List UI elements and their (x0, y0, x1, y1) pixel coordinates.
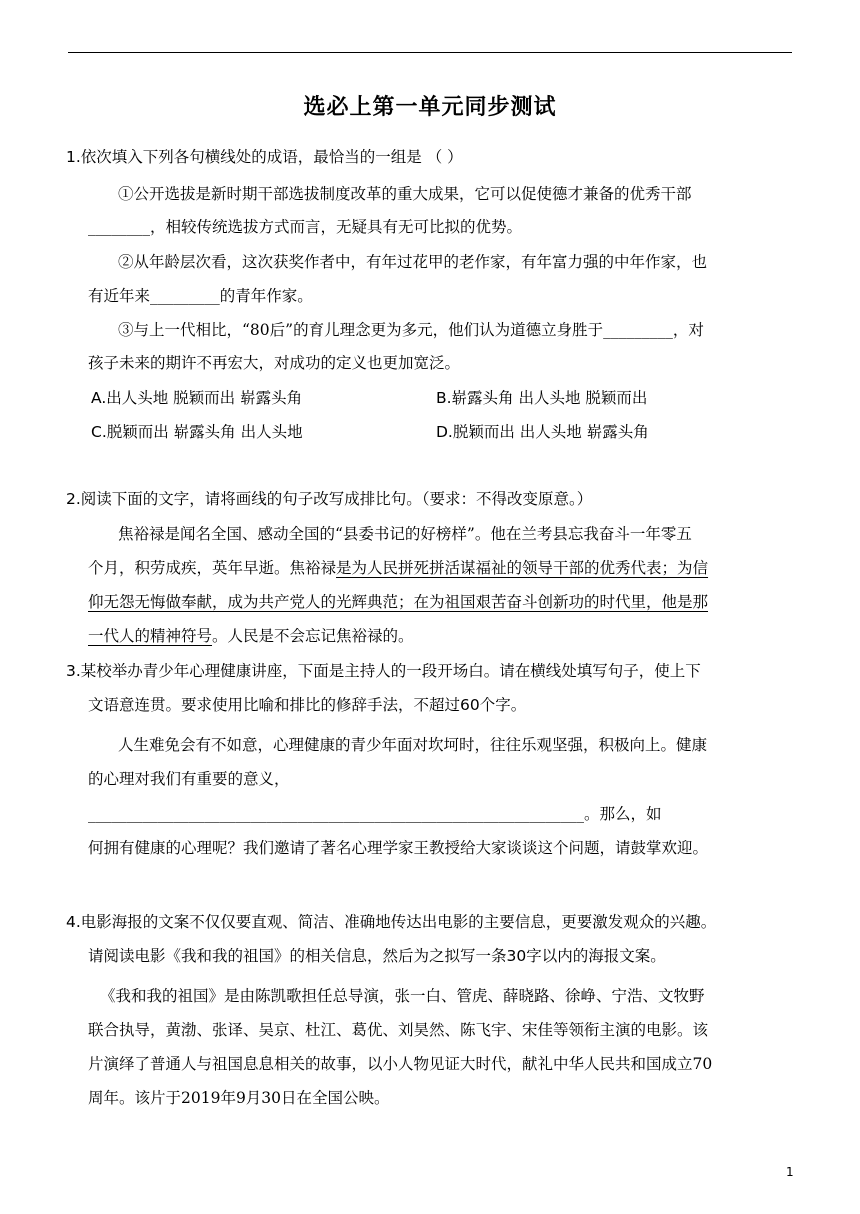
question-4-stem-line-1: 4.电影海报的文案不仅仅要直观、简洁、准确地传达出电影的主要信息，更要激发观众的兴趣。 (66, 913, 717, 931)
q1-sentence-3-line-2: 孩子未来的期许不再宏大，对成功的定义也更加宽泛。 (88, 354, 461, 372)
q3-passage-line-1: 人生难免会有不如意，心理健康的青少年面对坎坷时，往往乐观坚强，积极向上。健康 (118, 736, 708, 754)
q1-sentence-2-line-1: ②从年龄层次看，这次获奖作者中，有年过花甲的老作家，有年富力强的中年作家，也 (118, 253, 708, 271)
q4-passage-line-2: 联合执导，黄渤、张译、吴京、杜江、葛优、刘昊然、陈飞宇、宋佳等领衔主演的电影。该 (88, 1021, 709, 1039)
q1-option-b[interactable]: B.崭露头角 出人头地 脱颖而出 (436, 389, 648, 407)
question-3-stem-line-2: 文语意连贯。要求使用比喻和排比的修辞手法，不超过60个字。 (88, 696, 527, 714)
q2-underlined-sentence-part-3: 一代人的精神符号 (88, 627, 213, 645)
page-title: 选必上第一单元同步测试 (303, 95, 557, 120)
q4-passage-line-4: 周年。该片于2019年9月30日在全国公映。 (88, 1089, 390, 1107)
q3-answer-blank-line[interactable]: ________________________________________________________________。那么，如 (88, 805, 662, 823)
q3-passage-line-4: 何拥有健康的心理呢？我们邀请了著名心理学家王教授给大家谈谈这个问题，请鼓掌欢迎。 (88, 839, 709, 857)
q2-passage-line-4-plain: 。人民是不会忘记焦裕禄的。 (212, 627, 414, 645)
q2-underlined-sentence-part-2: 仰无怨无悔做奉献，成为共产党人的光辉典范；在为祖国艰苦奋斗创新功的时代里，他是那 (88, 593, 709, 611)
q1-sentence-3-line-1: ③与上一代相比，“80后”的育儿理念更为多元，他们认为道德立身胜于_________，对 (118, 321, 704, 339)
q1-option-a[interactable]: A.出人头地 脱颖而出 崭露头角 (91, 389, 303, 407)
q1-option-d[interactable]: D.脱颖而出 出人头地 崭露头角 (436, 423, 649, 441)
q2-underlined-sentence-part-1: 是为人民拼死拼活谋福祉的领导干部的优秀代表；为信 (336, 559, 709, 577)
q2-passage-line-2-plain: 个月，积劳成疾，英年早逝。焦裕禄 (88, 559, 337, 577)
question-1-stem: 1.依次填入下列各句横线处的成语，最恰当的一组是 （ ） (66, 148, 463, 166)
q4-passage-line-1: 《我和我的祖国》是由陈凯歌担任总导演，张一白、管虎、薛晓路、徐峥、宁浩、文牧野 (100, 987, 705, 1005)
q1-sentence-1-line-2: ________，相较传统选拔方式而言，无疑具有无可比拟的优势。 (88, 218, 523, 236)
question-3-stem-line-1: 3.某校举办青少年心理健康讲座，下面是主持人的一段开场白。请在横线处填写句子，使上下 (66, 662, 701, 680)
q2-passage-line-2 (88, 556, 708, 578)
q2-passage-line-3 (88, 590, 708, 612)
q4-passage-line-3: 片演绎了普通人与祖国息息相关的故事，以小人物见证大时代，献礼中华人民共和国成立70 (88, 1055, 713, 1073)
header-rule (68, 52, 792, 53)
q1-sentence-1-line-1: ①公开选拔是新时期干部选拔制度改革的重大成果，它可以促使德才兼备的优秀干部 (118, 185, 692, 203)
q1-option-c[interactable]: C.脱颖而出 崭露头角 出人头地 (91, 423, 303, 441)
question-2-stem: 2.阅读下面的文字，请将画线的句子改写成排比句。（要求：不得改变原意。） (66, 490, 593, 508)
q3-passage-line-2: 的心理对我们有重要的意义， (88, 770, 290, 788)
question-4-stem-line-2: 请阅读电影《我和我的祖国》的相关信息，然后为之拟写一条30字以内的海报文案。 (88, 947, 666, 965)
q2-passage-line-4 (88, 624, 414, 646)
page-number: 1 (786, 1165, 794, 1179)
q2-passage-line-1: 焦裕禄是闻名全国、感动全国的“县委书记的好榜样”。他在兰考县忘我奋斗一年零五 (118, 525, 692, 543)
q1-sentence-2-line-2: 有近年来_________的青年作家。 (88, 287, 313, 305)
